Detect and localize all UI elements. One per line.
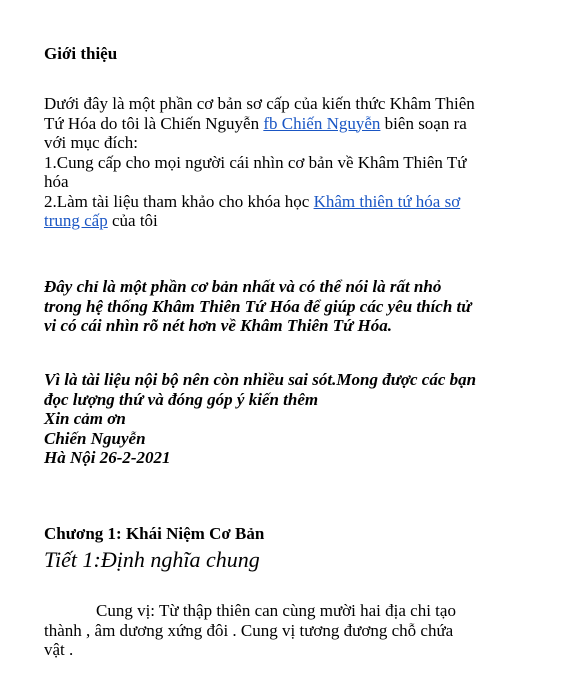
note-line: vi có cái nhìn rõ nét hơn về Khâm Thiên Tứ Hóa. [44,316,393,335]
body-paragraph [44,601,544,660]
intro-text: của tôi [107,211,158,230]
closing-thanks: Xin cảm ơn [44,409,126,428]
intro-line: 1.Cung cấp cho mọi người cái nhìn cơ bản về Khâm Thiên Tứ [44,152,467,172]
intro-text: Tứ Hóa do tôi là Chiến Nguyễn [44,113,264,133]
body-text: Cung vị: Từ thập thiên can cùng mười hai địa chi tạo [96,601,456,620]
intro-text: biên soạn ra [380,113,467,133]
body-line: vật . [44,640,74,659]
intro-line [44,211,544,231]
note-line: trong hệ thống Khâm Thiên Tứ Hóa để giúp các yêu thích tử [44,296,472,316]
closing-line: Vì là tài liệu nội bộ nên còn nhiều sai sót.Mong được các bạn [44,370,477,389]
note-paragraph [44,277,544,336]
intro-text: 2.Làm tài liệu tham khảo cho khóa học [44,191,314,211]
intro-line [44,192,544,212]
chapter-title: Chương 1: Khái Niệm Cơ Bản [44,524,265,543]
closing-paragraph [44,370,544,468]
body-line [44,601,544,621]
course-link-cont[interactable]: trung cấp [44,211,108,230]
note-line: Đây chỉ là một phần cơ bản nhất và có thể nói là rất nhỏ [44,277,442,296]
intro-line [44,114,544,134]
closing-author: Chiến Nguyễn [44,428,146,448]
intro-line: hóa [44,172,69,191]
intro-paragraph [44,94,544,231]
intro-heading: Giới thiệu [44,44,118,63]
intro-line: với mục đích: [44,133,138,152]
closing-line: đọc lượng thứ và đóng góp ý kiến thêm [44,389,319,409]
section-title: Tiết 1:Định nghĩa chung [44,547,260,572]
intro-line: Dưới đây là một phần cơ bản sơ cấp của kiến thức Khâm Thiên [44,94,475,113]
closing-date: Hà Nội 26-2-2021 [44,448,171,467]
body-line: thành , âm dương xứng đôi . Cung vị tương đương chỗ chứa [44,620,454,640]
fb-author-link[interactable]: fb Chiến Nguyễn [263,113,381,133]
course-link[interactable]: Khâm thiên tứ hóa sơ [313,191,461,211]
